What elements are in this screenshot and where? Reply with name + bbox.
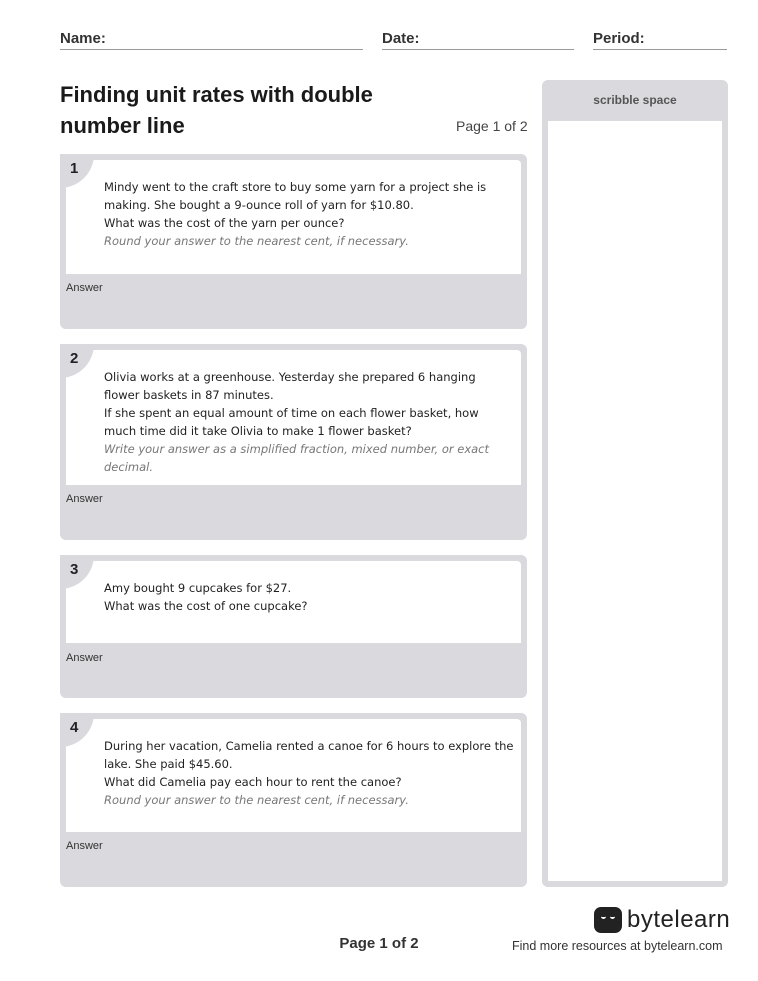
problem-text: [104, 579, 514, 615]
problem-line: What was the cost of one cupcake?: [104, 599, 308, 613]
problem-instruction: Write your answer as a simplified fraction, mixed number, or exact decimal.: [104, 442, 490, 474]
answer-label: Answer: [66, 493, 103, 505]
problem-line: Mindy went to the craft store to buy some yarn for a project she is making. She bought a 9-ounce roll of yarn for $10.80.: [104, 180, 487, 212]
answer-area[interactable]: [66, 840, 103, 852]
scribble-label: scribble space: [593, 93, 677, 107]
problem-text: [104, 737, 514, 809]
date-label: Date:: [382, 30, 420, 47]
problem-number: 3: [70, 561, 79, 578]
worksheet-title: Finding unit rates with double number line: [60, 82, 373, 138]
name-label: Name:: [60, 30, 106, 47]
scribble-area[interactable]: [548, 121, 722, 881]
name-field[interactable]: [60, 30, 363, 50]
problem-line: During her vacation, Camelia rented a canoe for 6 hours to explore the lake. She paid $45.60.: [104, 739, 514, 771]
page-indicator-top: Page 1 of 2: [456, 118, 528, 134]
problem-body: [66, 350, 521, 485]
answer-label: Answer: [66, 840, 103, 852]
answer-area[interactable]: [66, 282, 103, 294]
answer-label: Answer: [66, 282, 103, 294]
problem-body: [66, 160, 521, 274]
answer-area[interactable]: [66, 652, 103, 664]
page-indicator-bottom: Page 1 of 2: [339, 935, 419, 952]
problem-line: What was the cost of the yarn per ounce?: [104, 216, 345, 230]
bytelearn-logo: [594, 905, 730, 935]
problem-card-4: [60, 713, 527, 887]
problem-card-1: [60, 154, 527, 329]
bytelearn-face-icon: [594, 907, 622, 933]
answer-area[interactable]: [66, 493, 103, 505]
problem-line: Olivia works at a greenhouse. Yesterday she prepared 6 hanging flower baskets in 87 minutes.: [104, 370, 476, 402]
problem-instruction: Round your answer to the nearest cent, if necessary.: [104, 793, 409, 807]
problem-instruction: Round your answer to the nearest cent, if necessary.: [104, 234, 409, 248]
date-field[interactable]: [382, 30, 574, 50]
problem-number: 2: [70, 350, 79, 367]
problem-line: Amy bought 9 cupcakes for $27.: [104, 581, 292, 595]
problem-line: If she spent an equal amount of time on each flower basket, how much time did it take Olivia to make 1 flower basket?: [104, 406, 479, 438]
problem-number: 1: [70, 160, 79, 177]
period-label: Period:: [593, 30, 645, 47]
answer-label: Answer: [66, 652, 103, 664]
problem-body: [66, 561, 521, 643]
brand-name: bytelearn: [627, 906, 731, 933]
scribble-panel: [542, 80, 728, 887]
problem-card-3: [60, 555, 527, 698]
problem-line: What did Camelia pay each hour to rent the canoe?: [104, 775, 402, 789]
problem-text: [104, 368, 514, 476]
problem-body: [66, 719, 521, 832]
problem-text: [104, 178, 514, 250]
problem-card-2: [60, 344, 527, 540]
period-field[interactable]: [593, 30, 727, 50]
resources-link[interactable]: Find more resources at bytelearn.com: [512, 939, 723, 953]
problem-number: 4: [70, 719, 79, 736]
